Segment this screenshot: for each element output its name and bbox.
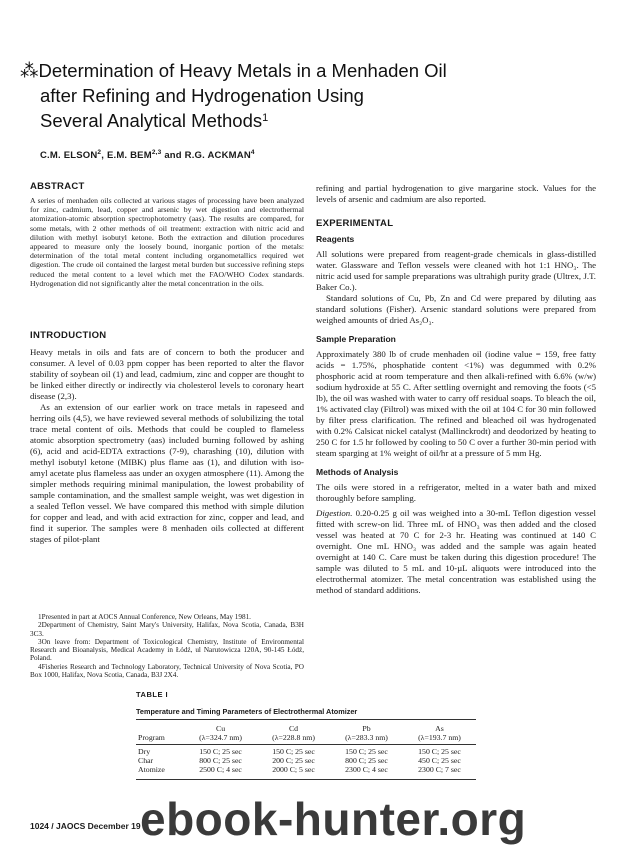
page-footer: 1024 / JAOCS December 19 (30, 821, 141, 831)
table-caption: Temperature and Timing Parameters of Electrothermal Atomizer (136, 707, 358, 716)
author: and R.G. ACKMAN (164, 150, 251, 162)
table-header-row (136, 733, 476, 742)
title-line-1: Determination of Heavy Metals in a Menhaden Oil (38, 60, 447, 81)
abstract-heading: ABSTRACT (30, 181, 85, 192)
sample-preparation-heading: Sample Preparation (316, 334, 396, 344)
table-top-rule (136, 719, 476, 720)
title-ornament-icon: ⁂ (20, 60, 39, 81)
article-title (20, 58, 600, 133)
table-row: Char 800 C; 25 sec 200 C; 25 sec 800 C; 25 sec 450 C; 25 sec (138, 755, 461, 765)
paragraph: Heavy metals in oils and fats are of concern to both the producer and consumer. A level of 0.03 ppm copper has been reported to alter the flavor stability of soybean oil (1) and lead, cadmium, zinc and copper are thought to be linked either directly or indirectly via cholesterol levels to coronary heart disease (2,3). (30, 347, 304, 401)
watermark: ebook-hunter.org (140, 793, 527, 845)
column-header: (λ=324.7 nm) (199, 733, 242, 742)
methods-heading: Methods of Analysis (316, 467, 399, 477)
table-mid-rule (136, 744, 476, 745)
table-row: Atomize 2500 C; 4 sec 2000 C; 5 sec 2300 C; 4 sec 2300 C; 7 sec (138, 764, 461, 774)
paragraph: Approximately 380 lb of crude menhaden oil (iodine value = 159, free fatty acids = 1.75%, phosphatide content <1%) was degummed with 0.2% phosphoric acid at room temperature and then alkali-refined with 6.6% (w/w) sodium hydroxide at 55 C. After settling overnight and removing the foots (<5 lb), the oil was washed with water to carry off residual soaps. To bleach the oil, 1% activated clay (Filtrol) was mixed with the oil at 104 C for 30 min followed by filter press clarification. The refined and bleached oil was hydrogenated with 0.2% Calsicat nickel catalyst (Mallinckrodt) and deodorized by heating to 250 C for 1.5 hr followed by cooling to 50 C over a further 30-min period with steam sparging at 1% weight of oil/hr at a pressure of 5 mm Hg. (316, 349, 596, 458)
title-line-2: after Refining and Hydrogenation Using (40, 85, 364, 106)
title-line-3: Several Analytical Methods$^1$ (40, 110, 269, 131)
right-column (316, 183, 596, 596)
introduction-body (30, 347, 304, 545)
atomizer-table (136, 724, 476, 774)
table-row: Dry 150 C; 25 sec 150 C; 25 sec 150 C; 25 sec 150 C; 25 sec (138, 746, 461, 756)
column-header: (λ=228.8 nm) (272, 733, 315, 742)
column-header: Pb (362, 724, 371, 733)
footnote: 3On leave from: Department of Toxicological Chemistry, Institute of Environmental Research and Bioanalysis, Medical Academy in Łódź, ul Narutowicza 120A, 90-145 Łódź, Poland. (30, 637, 304, 663)
author: C.M. ELSON (40, 150, 98, 162)
footnote: 1Presented in part at AOCS Annual Conference, New Orleans, May 1981. (38, 613, 251, 621)
column-header: Cd (288, 724, 299, 733)
footnote: 2Department of Chemistry, Saint Mary's University, Halifax, Nova Scotia, Canada, B3H 3C3. (30, 621, 304, 638)
column-header: As (435, 724, 444, 733)
paragraph: The oils were stored in a refrigerator, melted in a water bath and mixed thoroughly before sampling. (316, 482, 596, 503)
table-bottom-rule (136, 779, 476, 780)
table-label: TABLE I (136, 690, 169, 699)
footnotes (30, 613, 304, 679)
abstract-text: A series of menhaden oils collected at various stages of processing have been analyzed for zinc, cadmium, lead, copper and arsenic by wet digestion and electrothermal atomization-atomic absorption spectrophotometry (aas). The results are compared, for some metals, with 2 other methods of oil treatment: extraction with nitric acid and dilution with methyl isobutyl ketone. Both the extraction and dilution procedures appeared to measure only the loosely bound, inorganic portion of the metals: determination of the total metal content including organometallics required wet digestion. The crude oil contained the largest metal burden but successive refining steps reduced the metal content to a level which met the FAO/WHO Codex standards. Hydrogenation did not significantly alter the metal concentration in the oils. (30, 196, 304, 288)
paragraph: Digestion. 0.20-0.25 g oil was weighed into a 30-mL Teflon digestion vessel fitted with screw-on lid. Three mL of HNO₃ was then added and the closed vessel was heated at 70 C for 2-3 hr. Heating was continued at 140 C overnight. One mL HNO₃ was added and the sample was again heated overnight at 140 C. Care must be taken during this digestion procedure! The sample was diluted to 5 mL and 10-µL aliquots were introduced into the electrothermal atomizer. The metal concentration was established using the method of standard additions. (316, 508, 596, 595)
digestion-label: Digestion. (316, 508, 353, 518)
author-list: C.M. ELSON$^2$, E.M. BEM$^{2,3}$ and R.G. ACKMAN$^4$ (40, 149, 255, 162)
column-header: (λ=283.3 nm) (345, 733, 388, 742)
column-header: Program (138, 733, 165, 742)
paragraph: refining and partial hydrogenation to give margarine stock. Values for the levels of arsenic and cadmium are also reported. (316, 183, 596, 204)
footnote: 4Fisheries Research and Technology Laboratory, Technical University of Nova Scotia, PO Box 1000, Halifax, Nova Scotia, Canada, B3J 2X4. (30, 662, 304, 680)
paragraph: Standard solutions of Cu, Pb, Zn and Cd were prepared by diluting aas standard solutions (Fisher). Arsenic standard solutions were prepared from weighed amounts of dried As₂O₃. (316, 293, 596, 325)
column-header: (λ=193.7 nm) (418, 733, 461, 742)
table-header-row (136, 724, 476, 733)
paragraph: As an extension of our earlier work on trace metals in rapeseed and herring oils (4,5), we have reviewed several methods of solubilizing the total trace metal content of oils. Methods that could be coupled to flameless atomic absorption spectrometry (aas) included burning followed by ashing (6), acid and acid-EDTA extractions (7-9), charashing (10), dilution with methyl isobutyl ketone (MIBK) plus flame aas (1), and dilution with iso-amyl acetate plus flameless aas under an oxygen atmosphere (11). Among the simpler methods requiring minimal manipulation, the lowest probability of sample contamination, and the smallest sample weight, was wet digestion in a sealed Teflon vessel. We have compared this method with simple dilution for copper and lead, and with acid extraction for zinc, copper and lead, and find it superior. The samples were 8 menhaden oils collected at different stages of pilot-plant (30, 402, 304, 544)
introduction-heading: INTRODUCTION (30, 330, 107, 341)
author: E.M. BEM (106, 150, 152, 162)
reagents-heading: Reagents (316, 234, 355, 244)
column-header: Cu (216, 724, 226, 733)
paragraph: All solutions were prepared from reagent-grade chemicals in glass-distilled water. Glassware and Teflon vessels were cleaned with hot 1:1 HNO₃. The nitric acid used for sample preparations was ultrahigh purity grade (Ultrex, J.T. Baker Co.). (316, 249, 596, 292)
experimental-heading: EXPERIMENTAL (316, 218, 394, 229)
